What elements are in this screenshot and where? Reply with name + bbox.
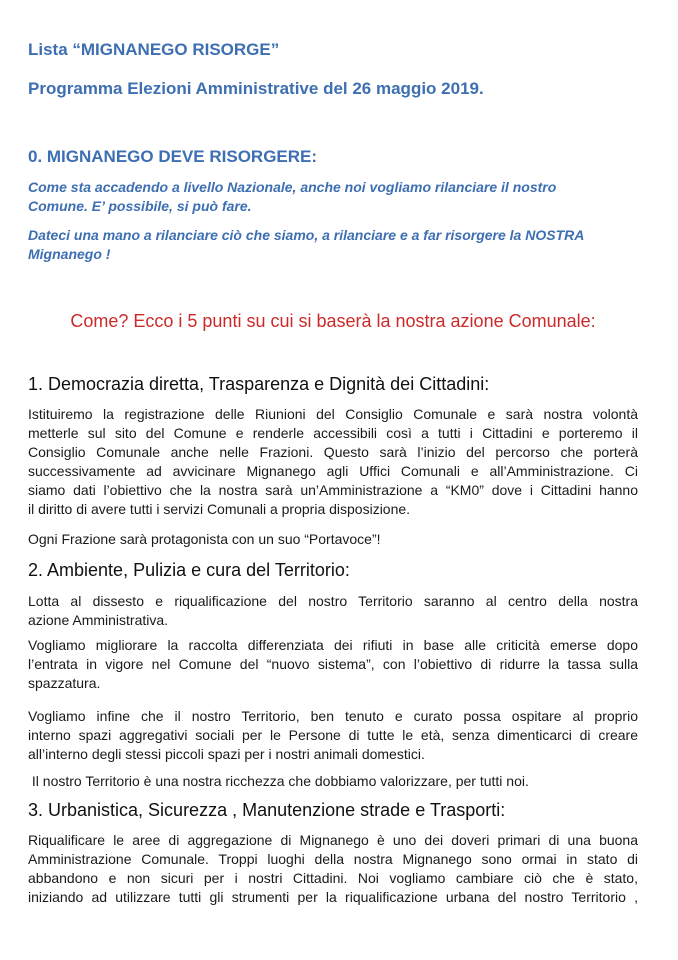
text-line: il diritto di avere tutti i servizi Comunali a propria disposizione. (28, 501, 411, 517)
text-line: all’interno degli stessi piccoli spazi per i nostri animali domestici. (28, 746, 425, 762)
section-3-paragraph-1 (28, 831, 638, 907)
section-0-paragraph-1 (28, 178, 638, 216)
text-line: Dateci una mano a rilanciare ciò che siamo, a rilanciare e a far risorgere la NOSTRA (28, 227, 585, 243)
list-title: Lista “MIGNANEGO RISORGE” (28, 40, 280, 59)
section-2-paragraph-3 (28, 707, 638, 764)
text-line: Istituiremo la registrazione delle Riunioni del Consiglio Comunale e sarà nostra volontà (28, 406, 638, 422)
text-line: abbandono e non sicuri per i nostri Cittadini. Noi vogliamo cambiare ciò che è stato, (28, 870, 638, 886)
section-2-paragraph-4 (28, 772, 638, 791)
five-points-lead: Come? Ecco i 5 punti su cui si baserà la nostra azione Comunale: (70, 311, 596, 331)
text-line: successivamente ad avvicinare Mignanego agli Uffici Comunali e all’Amministrazione. Ci (28, 463, 638, 479)
text-line: metterle sul sito del Comune e renderle accessibili così a tutti i Cittadini e porteremo il (28, 425, 638, 441)
text-line: Lotta al dissesto e riqualificazione del nostro Territorio saranno al centro della nostra (28, 593, 638, 609)
text-line: Ogni Frazione sarà protagonista con un suo “Portavoce”! (28, 531, 381, 547)
text-line: spazzatura. (28, 675, 101, 691)
text-line: Comune. E’ possibile, si può fare. (28, 198, 252, 214)
section-2-title: 2. Ambiente, Pulizia e cura del Territorio: (28, 560, 350, 580)
text-line: azione Amministrativa. (28, 612, 169, 628)
section-2-paragraph-2 (28, 636, 638, 693)
text-line: l’entrata in vigore nel Comune del “nuovo sistema”, con l’obiettivo di ridurre la tassa sulla (28, 656, 638, 672)
section-2-paragraph-1 (28, 592, 638, 630)
section-1-paragraph-1 (28, 405, 638, 519)
text-line: Mignanego ! (28, 246, 111, 262)
text-line: Amministrazione Comunale. Troppi luoghi della nostra Mignanego sono ormai in stato di (28, 851, 638, 867)
section-1-title: 1. Democrazia diretta, Trasparenza e Dignità dei Cittadini: (28, 374, 490, 394)
text-line: iniziando ad utilizzare tutti gli strumenti per la riqualificazione urbana del nostro Territorio , (28, 889, 638, 905)
section-3-title: 3. Urbanistica, Sicurezza , Manutenzione strade e Trasporti: (28, 800, 506, 820)
program-title: Programma Elezioni Amministrative del 26 maggio 2019. (28, 79, 484, 98)
section-0-title: 0. MIGNANEGO DEVE RISORGERE: (28, 147, 318, 166)
text-line: Come sta accadendo a livello Nazionale, anche noi vogliamo rilanciare il nostro (28, 179, 557, 195)
text-line: Vogliamo infine che il nostro Territorio, ben tenuto e curato possa ospitare al proprio (28, 708, 638, 724)
text-line: Vogliamo migliorare la raccolta differenziata dei rifiuti in base alle criticità emerse dopo (28, 637, 638, 653)
text-line: Riqualificare le aree di aggregazione di Mignanego è uno dei doveri primari di una buona (28, 832, 638, 848)
text-line: siamo dati l’obiettivo che la nostra sarà un’Amministrazione a “KM0” dove i Cittadini hanno (28, 482, 638, 498)
text-line: Il nostro Territorio è una nostra ricchezza che dobbiamo valorizzare, per tutti noi. (28, 773, 529, 789)
section-0-paragraph-2 (28, 226, 638, 264)
section-1-paragraph-2 (28, 530, 638, 549)
text-line: interno spazi aggregativi sociali per le Persone di tutte le età, senza dimenticarci di creare (28, 727, 638, 743)
text-line: Consiglio Comunale anche nelle Frazioni. Questo sarà l’inizio del percorso che porterà (28, 444, 638, 460)
